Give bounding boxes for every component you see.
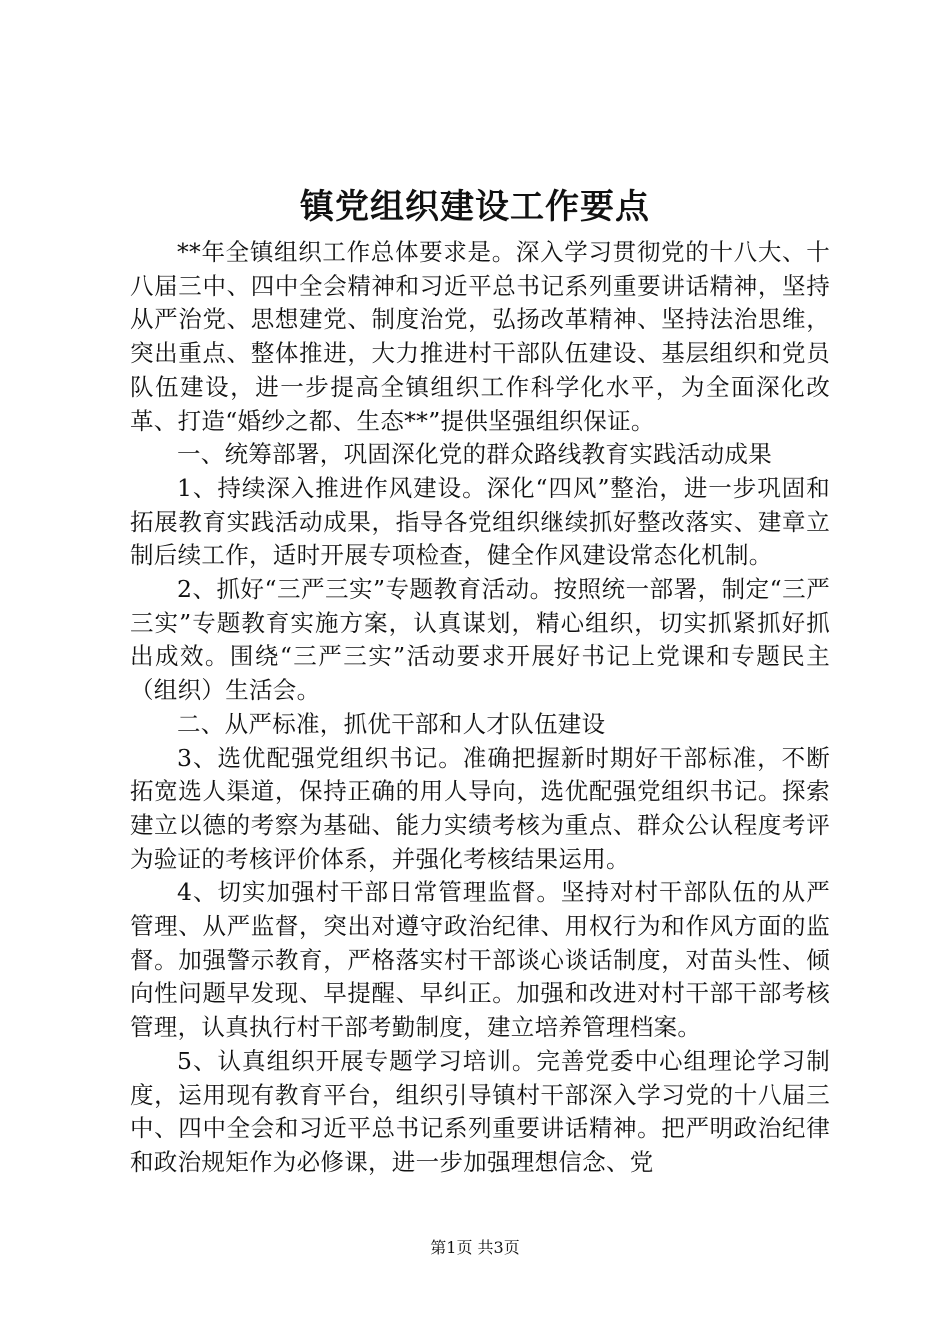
paragraph-item-1: 1、持续深入推进作风建设。深化“四风”整治，进一步巩固和拓展教育实践活动成果，指导各党组织继续抓好整改落实、建章立制后续工作，适时开展专项检查，健全作风建设常态化机制。: [130, 473, 830, 570]
document-title: 镇党组织建设工作要点: [300, 187, 650, 227]
section-heading-1: 一、统筹部署，巩固深化党的群众路线教育实践活动成果: [177, 440, 772, 469]
document-body: [130, 236, 830, 1180]
page-footer: 第1页 共3页: [430, 1238, 520, 1257]
section-heading-2: 二、从严标准，抓优干部和人才队伍建设: [177, 709, 606, 738]
paragraph-item-3: 3、选优配强党组织书记。准确把握新时期好干部标准，不断拓宽选人渠道，保持正确的用人导向，选优配强党组织书记。探索建立以德的考察为基础、能力实绩考核为重点、群众公认程度考评为验证的考核评价体系，并强化考核结果运用。: [130, 743, 830, 873]
paragraph-item-2: 2、抓好“三严三实”专题教育活动。按照统一部署，制定“三严三实”专题教育实施方案，认真谋划，精心组织，切实抓紧抓好抓出成效。围绕“三严三实”活动要求开展好书记上党课和专题民主（组织）生活会。: [130, 575, 830, 705]
paragraph-item-5: 5、认真组织开展专题学习培训。完善党委中心组理论学习制度，运用现有教育平台，组织引导镇村干部深入学习党的十八届三中、四中全会和习近平总书记系列重要讲话精神。把严明政治纪律和政治规矩作为必修课，进一步加强理想信念、党: [130, 1046, 830, 1176]
paragraph-item-4: 4、切实加强村干部日常管理监督。坚持对村干部队伍的从严管理、从严监督，突出对遵守政治纪律、用权行为和作风方面的监督。加强警示教育，严格落实村干部谈心谈话制度，对苗头性、倾向性问题早发现、早提醒、早纠正。加强和改进对村干部干部考核管理，认真执行村干部考勤制度，建立培养管理档案。: [130, 878, 830, 1042]
paragraph-intro: **年全镇组织工作总体要求是。深入学习贯彻党的十八大、十八届三中、四中全会精神和习近平总书记系列重要讲话精神，坚持从严治党、思想建党、制度治党，弘扬改革精神、坚持法治思维，突出重点、整体推进，大力推进村干部队伍建设、基层组织和党员队伍建设，进一步提高全镇组织工作科学化水平，为全面深化改革、打造“婚纱之都、生态**”提供坚强组织保证。: [130, 238, 830, 435]
